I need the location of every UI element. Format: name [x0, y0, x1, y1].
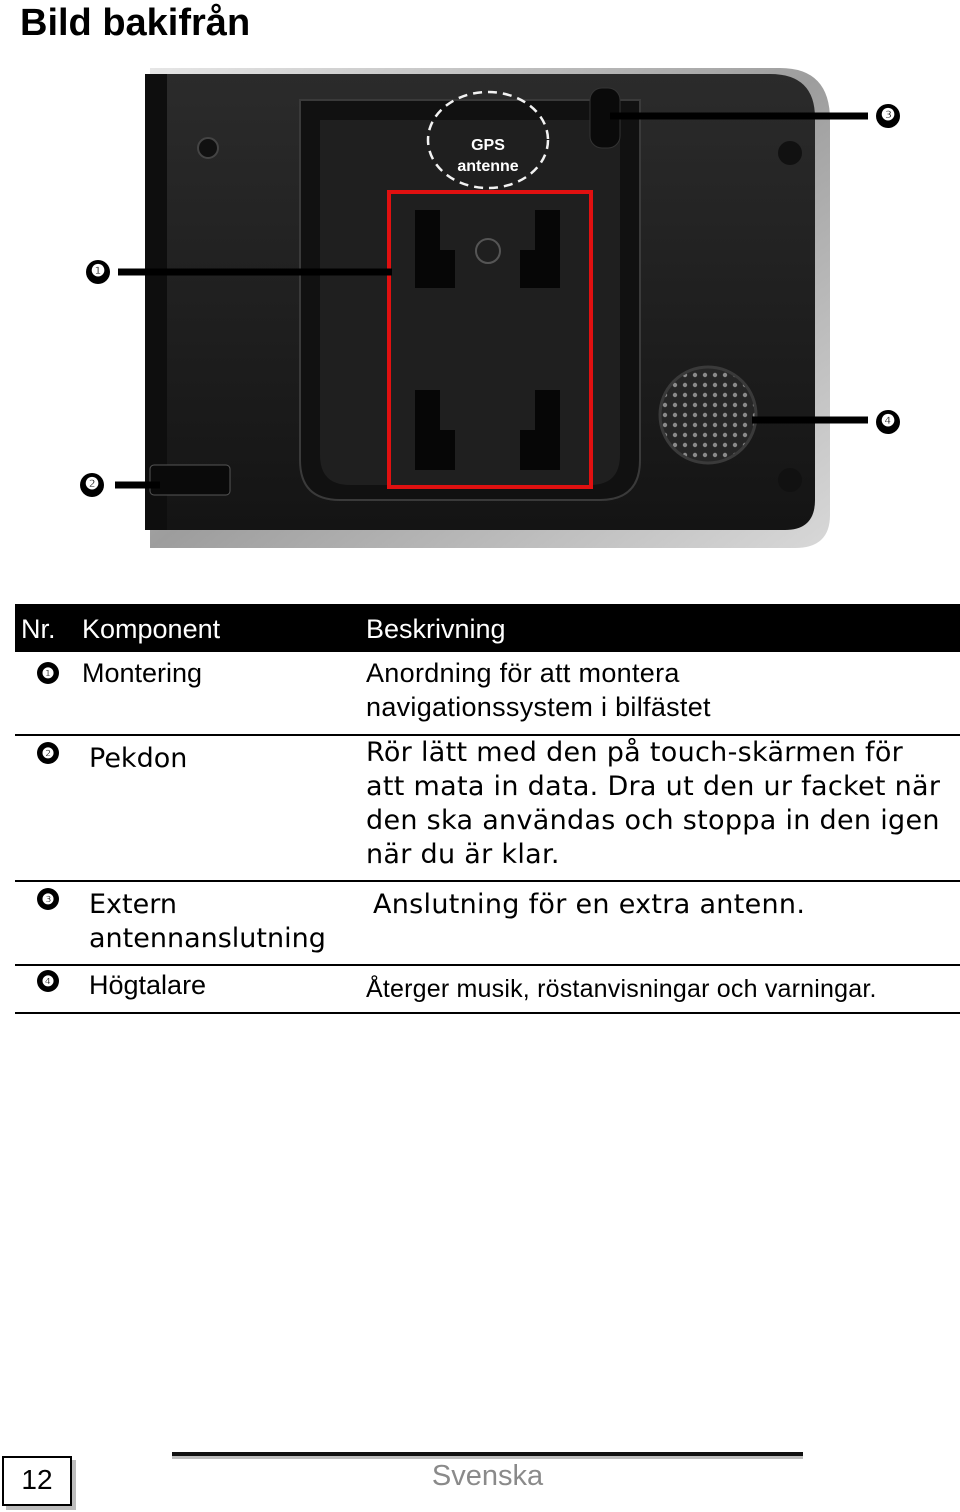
table-row: [15, 652, 960, 736]
stylus-slot: [150, 465, 230, 495]
speaker-grille: [660, 367, 756, 463]
row-marker: ❷: [37, 742, 59, 764]
device-rear-figure: [0, 60, 960, 560]
row-marker: ❶: [37, 662, 59, 684]
page-heading: Bild bakifrån: [20, 2, 251, 44]
gps-antenna-label: [428, 135, 548, 177]
row-description: Rör lätt med den på touch-skärmen för att mata in data. Dra ut den ur facket när den ska användas och stoppa in den igen när du är klar.: [366, 737, 941, 870]
header-nr: Nr.: [21, 614, 56, 644]
callout-3: ❸: [876, 104, 900, 128]
footer-language: Svenska: [431, 1460, 544, 1492]
table-header-row: [15, 604, 960, 652]
screw-hole-icon: [198, 138, 218, 158]
row-marker: ❹: [37, 970, 59, 992]
screw-icon: [778, 468, 802, 492]
row-component: Högtalare: [89, 970, 207, 1000]
table-row: [15, 882, 960, 966]
gps-label-line2: antenne: [457, 158, 519, 175]
page-number: 12: [2, 1456, 72, 1506]
callout-4: ❹: [876, 410, 900, 434]
row-description: Anordning för att montera navigationssystem i bilfästet: [366, 658, 711, 722]
row-component: Montering: [82, 658, 203, 688]
header-description: Beskrivning: [366, 614, 506, 644]
footer-rule: [172, 1452, 803, 1456]
row-component: Pekdon: [89, 743, 188, 774]
gps-label-line1: GPS: [471, 137, 505, 154]
row-marker: ❸: [37, 888, 59, 910]
callout-2: ❷: [80, 473, 104, 497]
table-row: [15, 736, 960, 882]
header-component: Komponent: [82, 614, 221, 644]
row-description: Anslutning för en extra antenn.: [373, 889, 806, 920]
component-table: [15, 604, 960, 1014]
screw-icon: [778, 141, 802, 165]
row-description: Återger musik, röstanvisningar och varningar.: [366, 975, 877, 1003]
row-component: Extern antennanslutning: [89, 889, 326, 954]
callout-1: ❶: [86, 260, 110, 284]
table-row: [15, 966, 960, 1014]
